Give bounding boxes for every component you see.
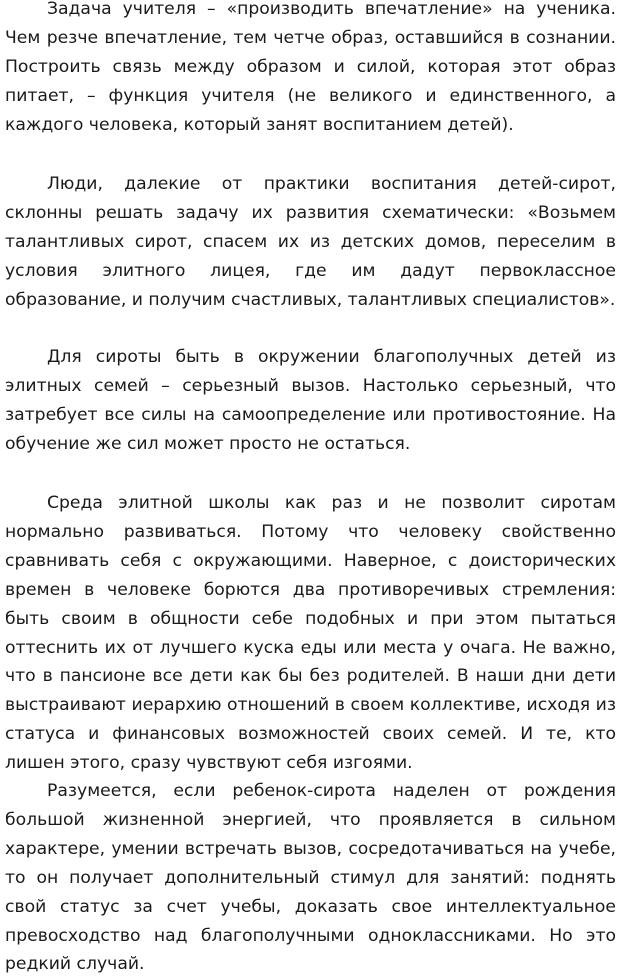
paragraph-2: Люди, далекие от практики воспитания детей-сирот, склонны решать задачу их развития схематически: «Возьмем талантливых сирот, спасем их из детских домов, переселим в условия элитного лицея, где им дадут первоклассное образование, и получим счастливых, талантливых специалистов». (5, 174, 616, 310)
paragraph-4: Среда элитной школы как раз и не позволит сиротам нормально развиваться. Потому что человеку свойственно сравнивать себя с окружающими. Наверное, с доисторических времен в человеке борются два противоречивых стремления: быть своим в общности себе подобных и при этом пытаться оттеснить их от лучшего куска еды или места у очага. Не важно, что в пансионе все дети как бы без родителей. В наши дни дети выстраивают иерархию отношений в своем коллективе, исходя из статуса и финансовых возможностей своих семей. И те, кто лишен этого, сразу чувствуют себя изгоями. (5, 493, 616, 774)
paragraph-5: Разумеется, если ребенок-сирота наделен от рождения большой жизненной энергией, что проявляется в сильном характере, умении встречать вызов, сосредотачиваться на учебе, то он получает дополнительный стимул для занятий: поднять свой статус за счет учебы, доказать свое интеллектуальное превосходство над благополучными одноклассниками. Но это редкий случай. (5, 781, 616, 975)
paragraph-1: Задача учителя – «производить впечатление» на ученика. Чем резче впечатление, тем четче образ, оставшийся в сознании. Построить связь между образом и силой, которая этот образ питает, – функция учителя (не великого и единственного, а каждого человека, который занят воспитанием детей). (5, 0, 616, 135)
paragraph-3: Для сироты быть в окружении благополучных детей из элитных семей – серьезный вызов. Настолько серьезный, что затребует все силы на самоопределение или противостояние. На обучение же сил может просто не остаться. (5, 347, 616, 454)
